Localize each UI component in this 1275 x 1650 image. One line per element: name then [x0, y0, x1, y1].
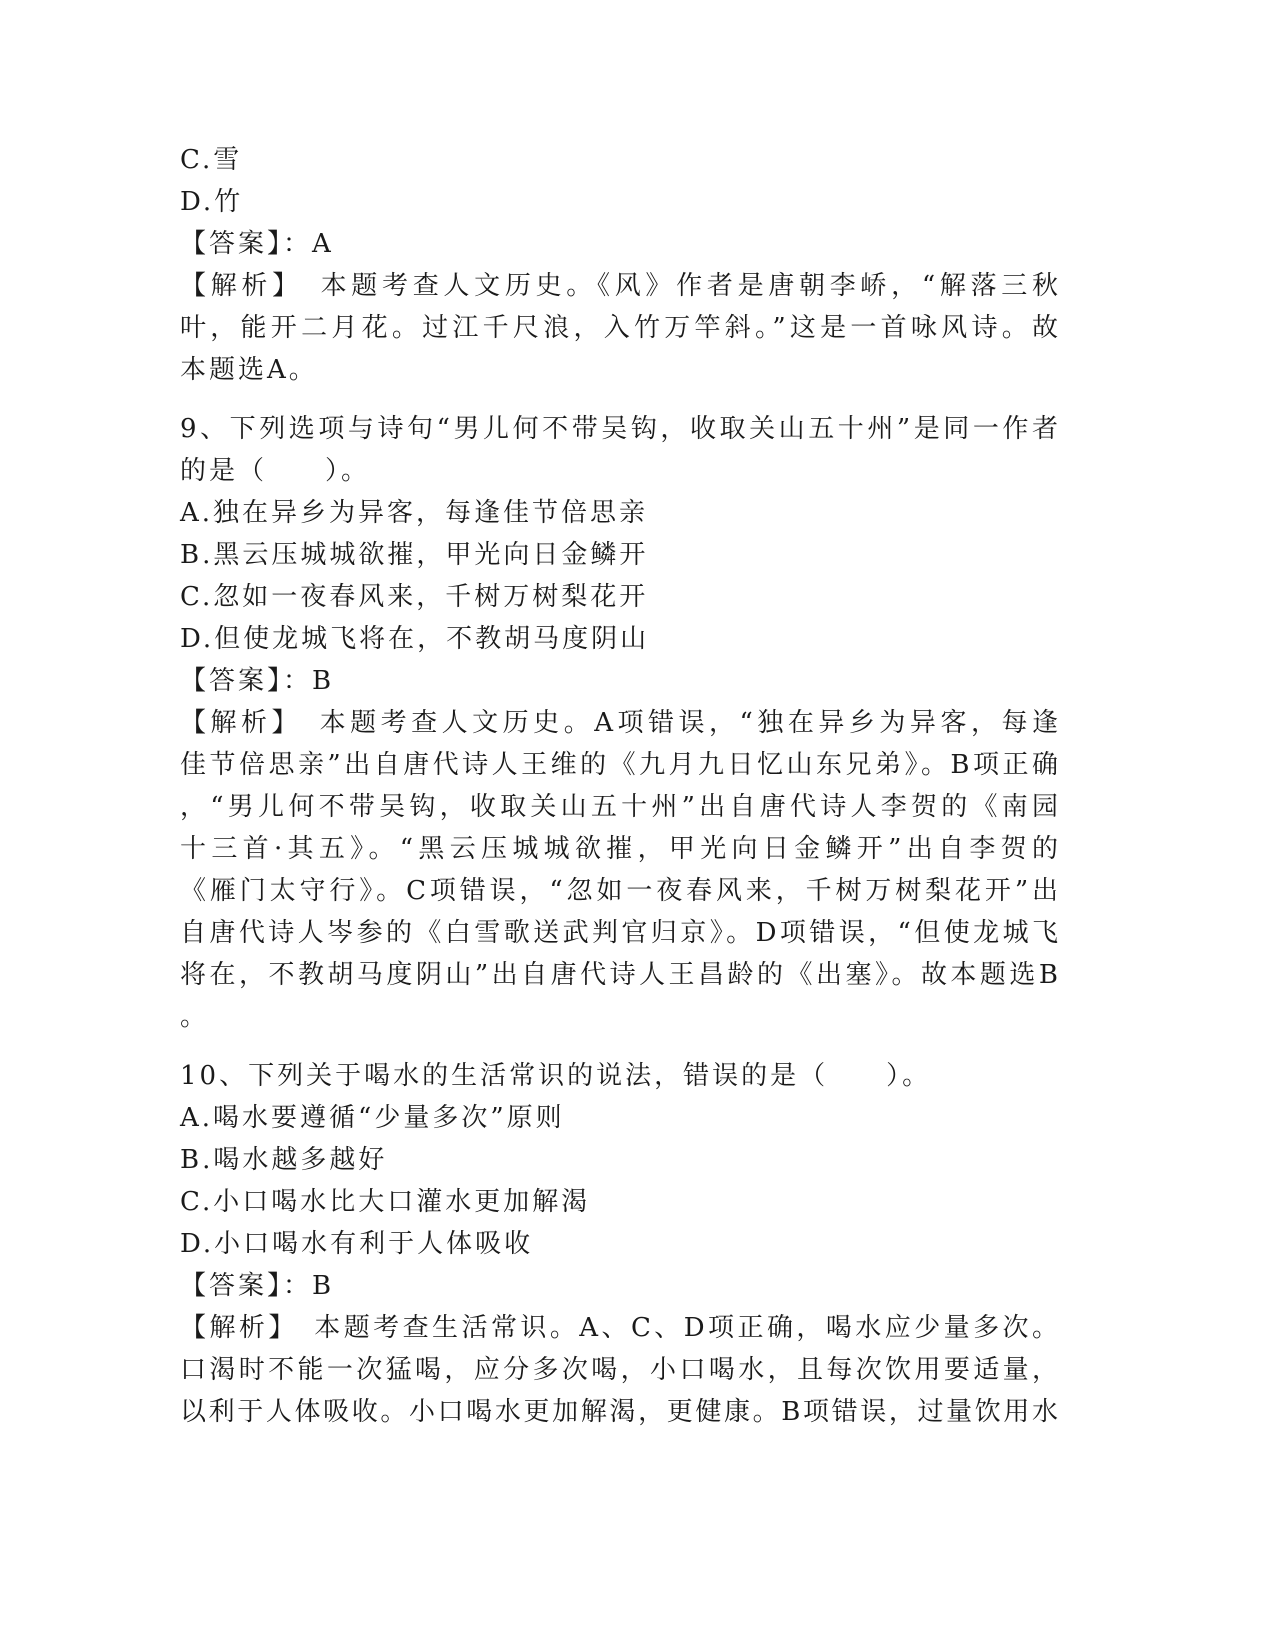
analysis-line: 以利于人体吸收。小口喝水更加解渴，更健康。B项错误，过量饮用水 [180, 1397, 1060, 1427]
option-a: A.独在异乡为异客，每逢佳节倍思亲 [180, 498, 649, 528]
analysis-line: ，“男儿何不带吴钩，收取关山五十州”出自唐代诗人李贺的《南园 [180, 792, 1060, 822]
answer-line: 【答案】：B [180, 1271, 335, 1301]
answer-line: 【答案】：A [180, 229, 334, 259]
analysis-line: 佳节倍思亲”出自唐代诗人王维的《九月九日忆山东兄弟》。B项正确 [180, 750, 1060, 780]
option-b: B.喝水越多越好 [180, 1145, 388, 1175]
analysis-line: 十三首·其五》。“黑云压城城欲摧，甲光向日金鳞开”出自李贺的 [180, 834, 1060, 864]
analysis-line: 【解析】 本题考查人文历史。《风》作者是唐朝李峤，“解落三秋 [180, 271, 1060, 301]
option-d: D.小口喝水有利于人体吸收 [180, 1229, 534, 1259]
analysis-line: 叶，能开二月花。过江千尺浪，入竹万竿斜。”这是一首咏风诗。故 [180, 313, 1060, 343]
option-c: C.忽如一夜春风来，千树万树梨花开 [180, 582, 649, 612]
analysis-line: 口渴时不能一次猛喝，应分多次喝，小口喝水，且每次饮用要适量， [180, 1355, 1060, 1385]
option-c: C.雪 [180, 145, 243, 175]
question-stem: 9、下列选项与诗句“男儿何不带吴钩，收取关山五十州”是同一作者 [180, 414, 1060, 444]
option-a: A.喝水要遵循“少量多次”原则 [180, 1103, 565, 1133]
analysis-line: 自唐代诗人岑参的《白雪歌送武判官归京》。D项错误，“但使龙城飞 [180, 918, 1060, 948]
analysis-line: 【解析】 本题考查生活常识。A、C、D项正确，喝水应少量多次。 [180, 1313, 1060, 1343]
option-d: D.但使龙城飞将在，不教胡马度阴山 [180, 624, 650, 654]
option-d: D.竹 [180, 187, 244, 217]
analysis-line: 《雁门太守行》。C项错误，“忽如一夜春风来，千树万树梨花开”出 [180, 876, 1060, 906]
analysis-line: 【解析】 本题考查人文历史。A项错误，“独在异乡为异客，每逢 [180, 708, 1060, 738]
analysis-line: 。 [180, 1002, 210, 1032]
answer-line: 【答案】：B [180, 666, 335, 696]
analysis-line: 本题选A。 [180, 355, 318, 385]
option-c: C.小口喝水比大口灌水更加解渴 [180, 1187, 591, 1217]
analysis-line: 将在，不教胡马度阴山”出自唐代诗人王昌龄的《出塞》。故本题选B [180, 960, 1060, 990]
question-stem: 10、下列关于喝水的生活常识的说法，错误的是（ ）。 [180, 1061, 932, 1091]
question-stem: 的是（ ）。 [180, 456, 371, 486]
option-b: B.黑云压城城欲摧，甲光向日金鳞开 [180, 540, 649, 570]
